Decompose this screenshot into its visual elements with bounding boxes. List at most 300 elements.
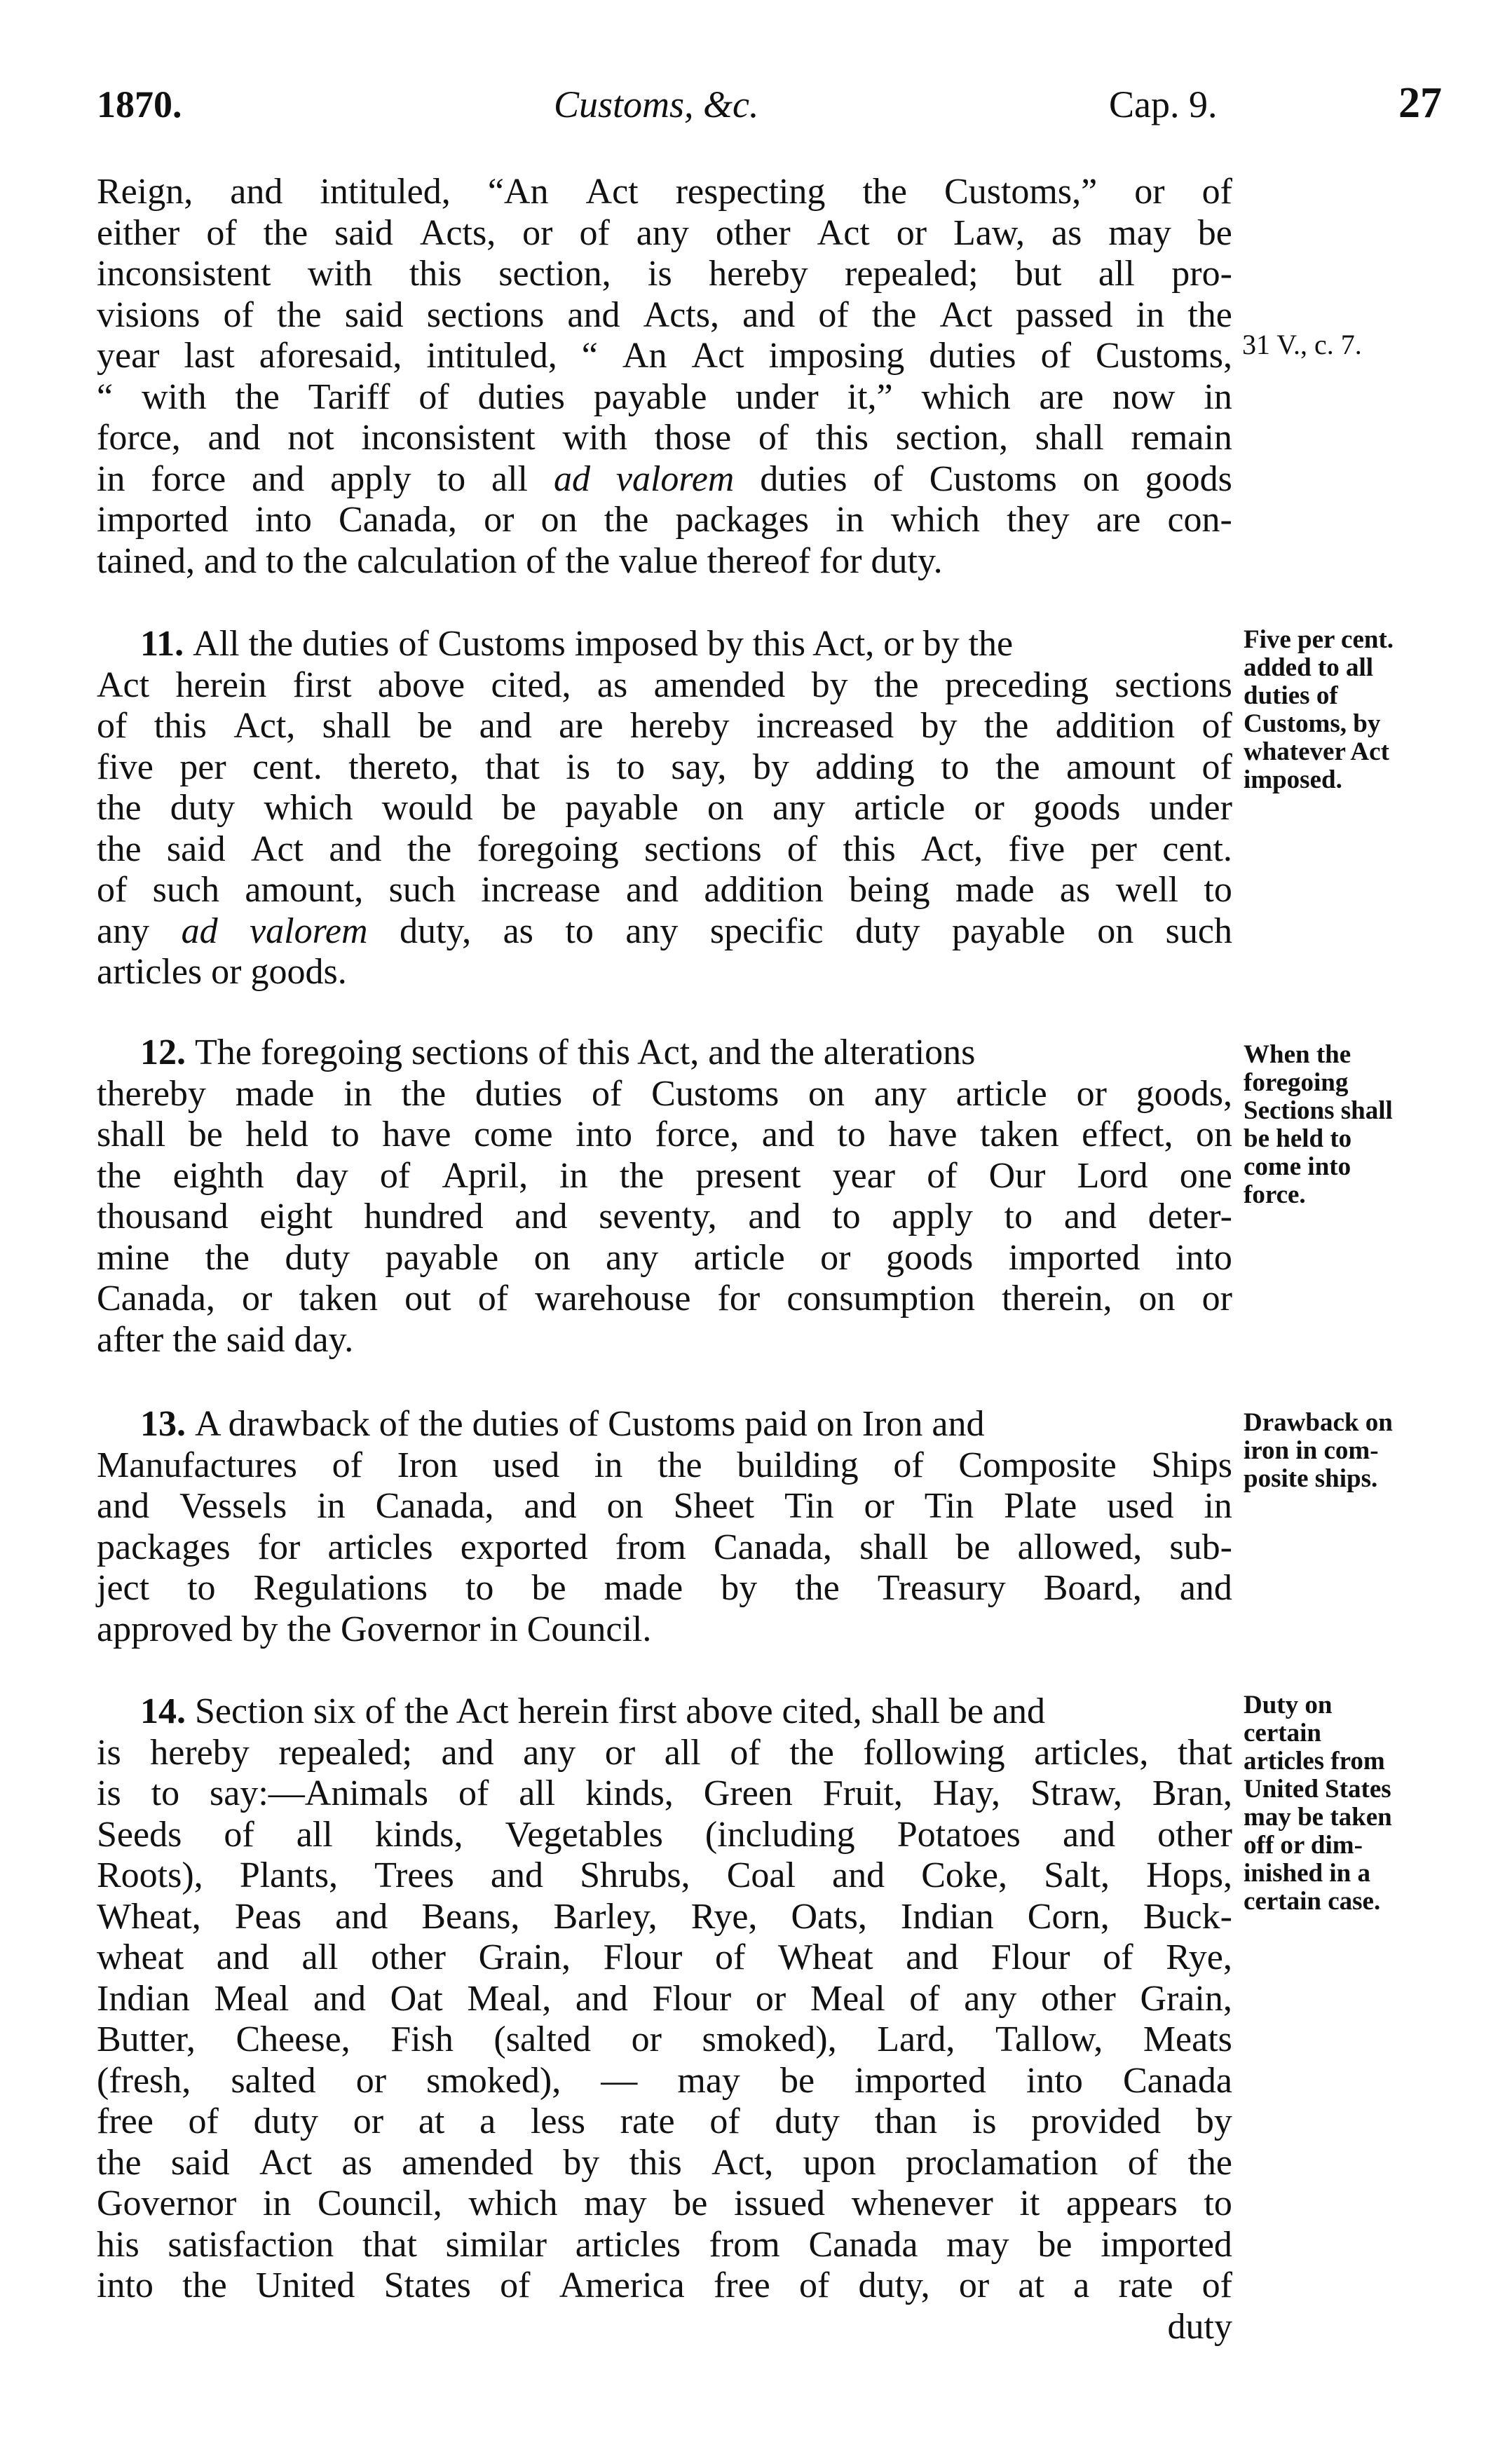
text-line	[97, 1937, 1232, 1979]
text-line	[97, 2143, 1232, 2184]
text-line	[97, 213, 1232, 254]
word: Hay,	[932, 1773, 1001, 1813]
word: following	[863, 1732, 1005, 1773]
word: the	[407, 829, 452, 869]
word: hundred	[364, 1197, 484, 1236]
word: Fruit,	[822, 1773, 903, 1813]
section-number: 11.	[140, 624, 184, 664]
word: of	[379, 1155, 411, 1196]
word: Indian	[900, 1896, 994, 1937]
word: con-	[1167, 500, 1232, 540]
word: and	[97, 1486, 150, 1526]
word: in	[559, 1155, 588, 1196]
word: Customs,”	[944, 172, 1098, 212]
text-line	[97, 2019, 1232, 2061]
word: in	[262, 2183, 292, 2223]
word: or	[522, 212, 553, 253]
word: and	[490, 1855, 543, 1895]
text-line: 11. All the duties of Customs imposed by this Act, or by the	[140, 624, 1014, 664]
word: all	[301, 1937, 339, 1977]
word: on	[1097, 911, 1134, 951]
word: articles	[327, 1527, 433, 1567]
word: and	[625, 870, 679, 910]
text-line	[97, 1238, 1232, 1279]
word: such	[152, 870, 219, 910]
word: Grain,	[1140, 1978, 1232, 2019]
word: may	[1108, 212, 1171, 253]
word: —	[601, 2060, 638, 2101]
text-line	[97, 706, 1232, 747]
section-12	[97, 1032, 1232, 1361]
word: duty	[253, 2101, 319, 2141]
word: in	[836, 500, 864, 540]
word: to	[465, 1568, 494, 1608]
word: Vessels	[179, 1486, 287, 1526]
word: to	[1204, 870, 1232, 910]
word: the	[263, 212, 308, 253]
word: on	[808, 1073, 845, 1114]
word: any	[523, 1732, 576, 1773]
word: come	[473, 1114, 553, 1154]
word: with	[562, 418, 627, 458]
word: respecting	[675, 172, 826, 212]
word: as	[1059, 870, 1091, 910]
word: any	[97, 911, 150, 951]
word: to	[565, 911, 594, 951]
word: article	[693, 1237, 785, 1278]
word: sections	[1115, 664, 1232, 705]
word: in	[1204, 376, 1232, 417]
word: issued	[734, 2183, 826, 2223]
word: say:—Animals	[210, 1773, 428, 1813]
word: Act	[250, 829, 304, 869]
text-line	[97, 377, 1232, 418]
word: now	[1112, 376, 1176, 417]
word: payable	[952, 911, 1065, 951]
word: of	[477, 1279, 509, 1318]
word: Salt,	[1044, 1855, 1110, 1895]
word: duties	[760, 458, 847, 499]
word: from	[709, 2224, 780, 2265]
section-14	[97, 1691, 1232, 2347]
word: ad	[181, 911, 218, 951]
word: shall	[859, 1527, 929, 1567]
word: and	[1062, 1814, 1116, 1855]
word: be	[501, 788, 536, 828]
word: cited,	[491, 664, 571, 705]
word: wheat	[97, 1937, 184, 1977]
word: to	[616, 747, 645, 787]
text-line: 12. The foregoing sections of this Act, and the alterations	[140, 1032, 976, 1072]
header-year: 1870.	[97, 83, 182, 125]
word: of	[758, 418, 789, 458]
word: first	[292, 664, 352, 705]
word: that	[362, 2224, 417, 2265]
word: force,	[655, 1114, 740, 1154]
word: of	[714, 1937, 746, 1977]
text-line	[97, 870, 1232, 911]
word: Canada	[808, 2224, 918, 2265]
word: present	[695, 1155, 801, 1196]
word: as	[341, 2142, 372, 2183]
word: of	[332, 1445, 362, 1485]
text-line	[97, 1897, 1232, 1938]
word: under	[1149, 788, 1232, 828]
word: be	[188, 1114, 223, 1154]
word: have	[382, 1114, 451, 1154]
word: rate	[1118, 2265, 1173, 2305]
word: of	[1201, 706, 1232, 746]
word: appears	[1066, 2183, 1178, 2223]
word: into	[97, 2265, 154, 2305]
word: packages	[675, 500, 810, 540]
word: all	[1098, 254, 1135, 294]
margin-note-13: Drawback on iron in com- posite ships.	[1244, 1408, 1393, 1493]
word: consumption	[786, 1279, 975, 1318]
word: used	[492, 1445, 560, 1485]
word: which	[890, 500, 980, 540]
word: the	[97, 2142, 142, 2183]
word: above	[377, 664, 465, 705]
word: thousand	[97, 1197, 229, 1236]
word: Coal	[726, 1855, 796, 1895]
word: are	[559, 706, 604, 746]
word: any	[636, 212, 689, 253]
word: “	[97, 376, 114, 417]
word: hereby	[150, 1732, 250, 1773]
word: as	[597, 664, 628, 705]
word: or	[484, 500, 515, 540]
word: under	[735, 376, 819, 417]
word: increase	[481, 870, 601, 910]
word: imported	[854, 2060, 986, 2101]
word: into	[575, 1114, 632, 1154]
word: or	[1134, 172, 1165, 212]
word: Iron	[397, 1445, 458, 1485]
word: and	[207, 418, 261, 458]
word: a	[1073, 2265, 1090, 2305]
word: of	[500, 2265, 531, 2305]
word: well	[1115, 870, 1179, 910]
word: and	[252, 458, 305, 499]
word: would	[381, 788, 473, 828]
word: of	[1040, 336, 1071, 376]
text-line	[97, 500, 1232, 541]
word: Acts,	[643, 294, 719, 335]
text-line: tained, and to the calculation of the value thereof for duty.	[97, 540, 943, 581]
word: into	[1026, 2060, 1083, 2101]
header-title: Customs, &c.	[554, 83, 759, 125]
word: one	[1179, 1155, 1232, 1196]
word: Wheat	[777, 1937, 873, 1977]
word: or	[353, 2101, 384, 2141]
word: section,	[498, 254, 611, 294]
word: Plate	[1004, 1486, 1077, 1526]
word: of	[1103, 1937, 1133, 1977]
word: Tariff	[308, 376, 390, 417]
word: Council,	[318, 2183, 442, 2223]
word: imposing	[768, 336, 905, 376]
word: it	[1019, 2183, 1040, 2223]
word: as	[1051, 212, 1082, 253]
word: goods	[1145, 458, 1232, 499]
word: in	[343, 1073, 372, 1114]
text-line	[97, 1815, 1232, 1856]
word: Grain,	[478, 1937, 571, 1977]
word: the	[789, 1732, 834, 1773]
margin-note-12: When the foregoing Sections shall be held to come into force.	[1244, 1040, 1393, 1209]
text-line	[97, 2265, 1232, 2307]
word: less	[530, 2101, 585, 2141]
word: any	[625, 911, 679, 951]
word: of	[1201, 172, 1232, 212]
word: a	[479, 2101, 496, 2141]
word: on	[1196, 1114, 1232, 1154]
word: the	[205, 1237, 250, 1278]
word: is	[97, 1773, 121, 1813]
word: such	[1165, 911, 1232, 951]
word: any	[873, 1073, 927, 1114]
word: any	[606, 1237, 659, 1278]
word: amount	[1066, 747, 1176, 787]
word: by	[721, 1568, 758, 1608]
word: of	[798, 2265, 830, 2305]
word: Act	[97, 664, 150, 705]
word: be	[418, 706, 453, 746]
word: said	[334, 212, 393, 253]
word: or	[820, 1237, 851, 1278]
text-line: approved by the Governor in Council.	[97, 1609, 652, 1649]
word: Fish	[390, 2019, 454, 2059]
word: is	[648, 254, 672, 294]
text-line	[97, 254, 1232, 295]
word: mine	[97, 1237, 170, 1278]
word: for	[257, 1527, 301, 1567]
word: by	[811, 664, 848, 705]
word: this	[154, 706, 207, 746]
word: made	[955, 870, 1035, 910]
word: at	[1018, 2265, 1044, 2305]
section-11	[97, 624, 1232, 993]
word: of	[206, 212, 237, 253]
word: made	[604, 1568, 683, 1608]
word: or	[1076, 1073, 1107, 1114]
word: “An	[487, 172, 549, 212]
word: apply	[892, 1197, 973, 1236]
word: Ships	[1151, 1445, 1232, 1485]
text-line	[97, 1486, 1232, 1527]
word: duty	[285, 1237, 350, 1278]
word: thereby	[97, 1073, 206, 1114]
word: Act	[939, 294, 993, 335]
margin-reference: 31 V., c. 7.	[1242, 329, 1362, 360]
word: other	[1040, 1978, 1116, 2019]
word: either	[97, 212, 180, 253]
word: be	[779, 2060, 815, 2101]
word: repealed;	[278, 1732, 412, 1773]
section-number: 14.	[140, 1691, 186, 1731]
word: or	[864, 1486, 894, 1526]
word: for	[717, 1279, 761, 1318]
word: article	[955, 1073, 1047, 1114]
text-line	[97, 1074, 1232, 1115]
word: Tin	[924, 1486, 974, 1526]
word: Law,	[953, 212, 1026, 253]
text-line	[97, 1527, 1232, 1569]
word: Canada,	[97, 1279, 215, 1318]
text-line	[97, 1979, 1232, 2020]
word: goods	[1033, 788, 1121, 828]
word: on	[707, 788, 744, 828]
word: Tallow,	[995, 2019, 1103, 2059]
word: Reign,	[97, 172, 193, 212]
word: Canada	[1122, 2060, 1232, 2101]
word: which	[921, 376, 1011, 417]
word: Board,	[1043, 1568, 1142, 1608]
word: to	[331, 1114, 360, 1154]
word: and	[329, 829, 382, 869]
word: his	[97, 2224, 139, 2265]
text-line	[97, 1773, 1232, 1815]
word: any	[772, 788, 826, 828]
word: Seeds	[97, 1814, 182, 1855]
word: payable	[565, 788, 679, 828]
word: Canada,	[375, 1486, 494, 1526]
word: Barley,	[553, 1896, 658, 1937]
word: Plants,	[239, 1855, 338, 1895]
word: Hops,	[1146, 1855, 1232, 1895]
word: Shrubs,	[580, 1855, 690, 1895]
word: exported	[460, 1527, 588, 1567]
word: duty	[855, 911, 920, 951]
word: Rye,	[1166, 1937, 1232, 1977]
word: Act,	[921, 829, 983, 869]
word: deter-	[1147, 1197, 1232, 1236]
word: all	[491, 458, 528, 499]
word: intituled,	[426, 336, 557, 376]
word: April,	[442, 1155, 529, 1196]
word: other	[1157, 1814, 1232, 1855]
word: the	[1187, 294, 1232, 335]
word: year	[832, 1155, 896, 1196]
word: Roots),	[97, 1855, 203, 1895]
word: Acts,	[419, 212, 496, 253]
word: are	[1039, 376, 1084, 417]
word: than	[874, 2101, 938, 2141]
word: effect,	[1082, 1114, 1173, 1154]
word: Bran,	[1152, 1773, 1232, 1813]
text-line	[97, 2101, 1232, 2143]
word: duty	[775, 2101, 840, 2141]
word: into	[1175, 1237, 1232, 1278]
word: the	[1187, 2142, 1232, 2183]
word: the	[874, 664, 919, 705]
word: Composite	[958, 1445, 1117, 1485]
word: sections	[426, 294, 545, 335]
intro-paragraph	[97, 172, 1232, 582]
word: made	[235, 1073, 315, 1114]
word: shall	[1035, 418, 1104, 458]
word: of	[1127, 2142, 1159, 2183]
word: Coke,	[921, 1855, 1008, 1895]
word: Governor	[97, 2183, 237, 2223]
word: payable	[593, 376, 707, 417]
word: Canada,	[339, 500, 457, 540]
word: Rye,	[690, 1896, 758, 1937]
word: remain	[1131, 418, 1232, 458]
word: Straw,	[1030, 1773, 1122, 1813]
text-line	[97, 459, 1232, 500]
word: of	[873, 458, 904, 499]
word: herein	[175, 664, 267, 705]
word: Flour	[990, 1937, 1070, 1977]
word: Act	[585, 172, 639, 212]
word: year	[97, 336, 160, 376]
word: Tin	[784, 1486, 834, 1526]
word: of	[1201, 747, 1232, 787]
word: Customs	[651, 1073, 779, 1114]
section-13	[97, 1404, 1232, 1650]
word: similar	[445, 2224, 547, 2265]
text-line: articles or goods.	[97, 952, 347, 992]
text-line: 13. A drawback of the duties of Customs paid on Iron and	[140, 1404, 985, 1444]
word: is	[97, 1732, 121, 1773]
word: this	[843, 829, 896, 869]
word: amended	[653, 664, 786, 705]
word: this	[629, 2142, 682, 2183]
word: and	[575, 1978, 628, 2019]
text-line	[97, 1568, 1232, 1609]
word: by	[563, 2142, 600, 2183]
word: or	[242, 1279, 273, 1318]
word: duties	[475, 1073, 563, 1114]
word: specific	[709, 911, 824, 951]
page-number: 27	[1398, 79, 1442, 127]
word: force,	[97, 418, 181, 458]
word: last	[184, 336, 235, 376]
text-line	[97, 1114, 1232, 1156]
word: kinds,	[585, 1773, 674, 1813]
word: of	[818, 294, 849, 335]
word: five	[1008, 829, 1065, 869]
word: on	[606, 1486, 643, 1526]
word: and	[479, 706, 532, 746]
word: into	[254, 500, 312, 540]
word: warehouse	[535, 1279, 691, 1318]
word: of	[1201, 2265, 1232, 2305]
word: eight	[259, 1197, 333, 1236]
section-number: 13.	[140, 1404, 186, 1444]
word: of	[709, 2101, 740, 2141]
word: Customs	[929, 458, 1057, 499]
word: smoked),	[702, 2019, 837, 2059]
word: duty	[170, 788, 236, 828]
word: it,”	[847, 376, 893, 417]
word: the	[97, 1155, 142, 1196]
text-line	[97, 747, 1232, 789]
word: goods,	[1136, 1073, 1232, 1114]
text-line	[97, 295, 1232, 336]
word: Lard,	[877, 2019, 955, 2059]
text-line	[97, 911, 1232, 953]
word: Act	[817, 212, 870, 253]
word: have	[888, 1114, 958, 1154]
word: visions	[97, 294, 200, 335]
word: the	[277, 294, 322, 335]
text-line	[97, 1197, 1232, 1238]
word: the	[795, 1568, 840, 1608]
word: taken	[299, 1279, 379, 1318]
